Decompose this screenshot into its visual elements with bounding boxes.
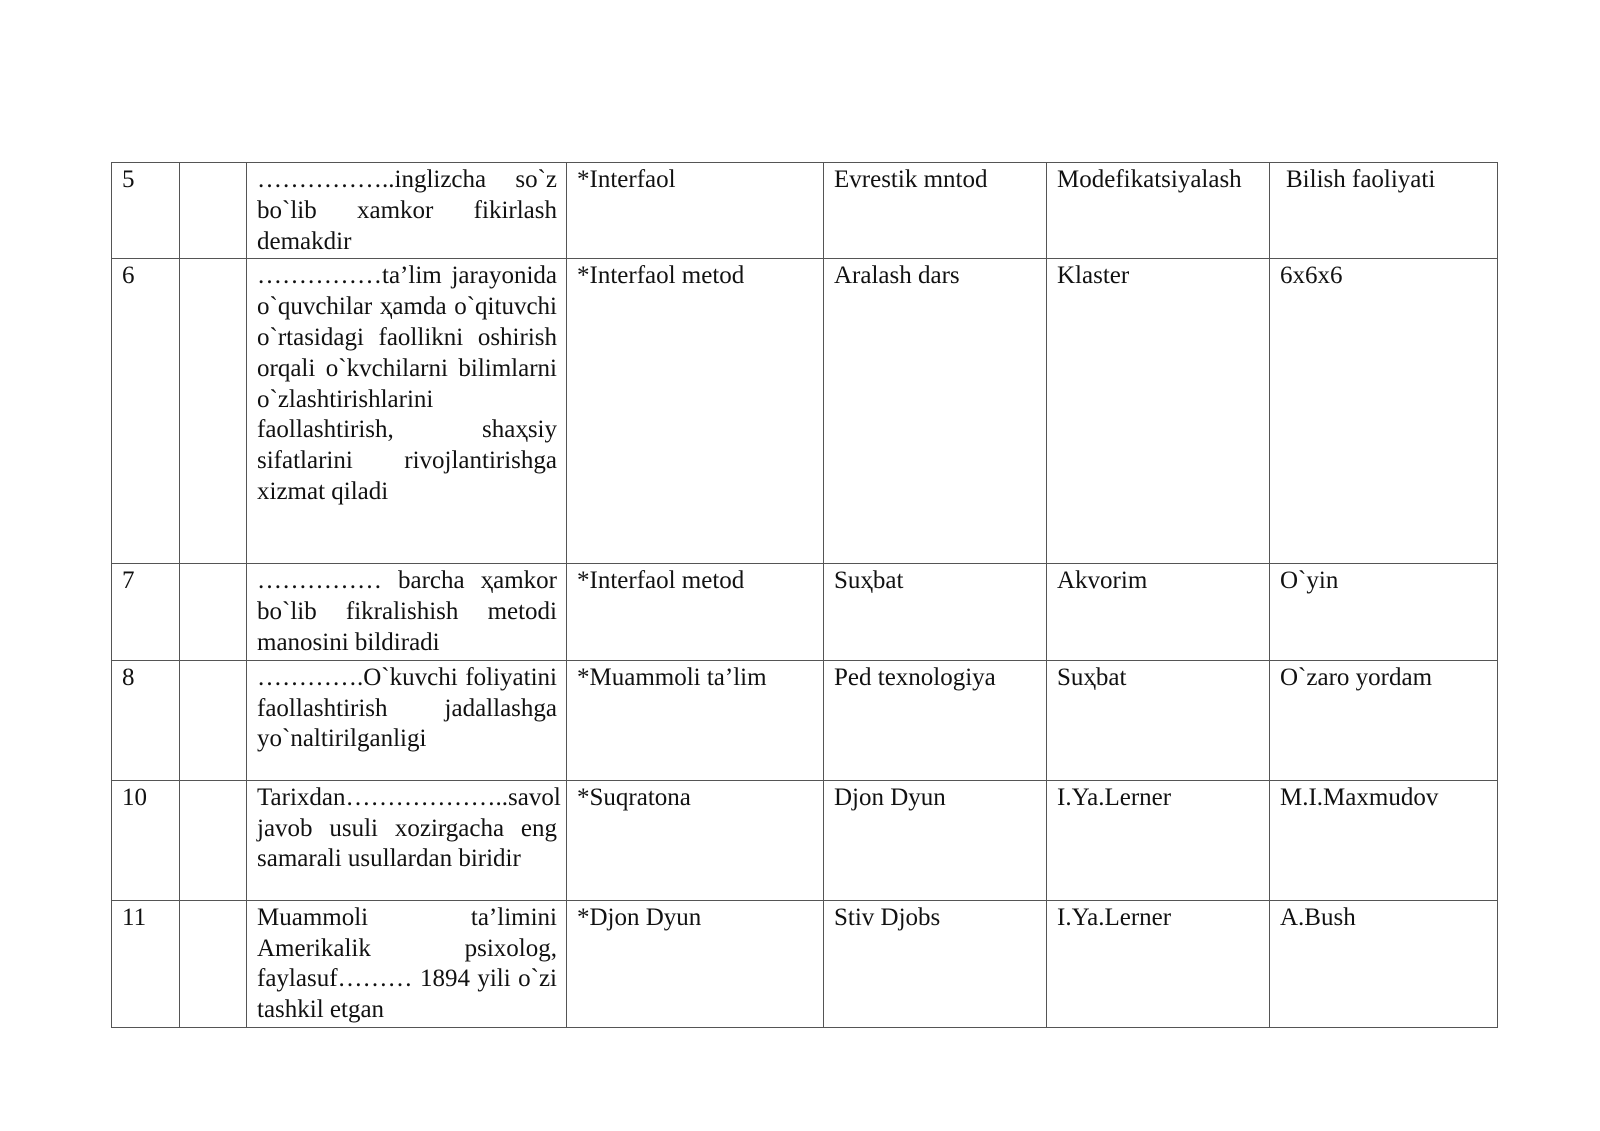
question-text: ……………..inglizcha so`z bo`lib xamkor fikirlash demakdir [247, 163, 567, 259]
answer-option-correct: *Muammoli ta’lim [567, 660, 824, 780]
answer-option: Stiv Djobs [824, 900, 1047, 1027]
answer-option: Djon Dyun [824, 780, 1047, 900]
question-text: …………… barcha ҳamkor bo`lib fikralishish metodi manosini bildiradi [247, 564, 567, 660]
answer-option-correct: *Suqratona [567, 780, 824, 900]
answer-option: Akvorim [1047, 564, 1270, 660]
answer-option-correct: *Interfaol [567, 163, 824, 259]
blank-cell [180, 259, 247, 564]
answer-option: 6x6x6 [1270, 259, 1498, 564]
blank-cell [180, 163, 247, 259]
answer-option: A.Bush [1270, 900, 1498, 1027]
question-text: ………….O`kuvchi foliyatini faollashtirish jadallashga yo`naltirilganligi [247, 660, 567, 780]
blank-cell [180, 564, 247, 660]
answer-option: I.Ya.Lerner [1047, 900, 1270, 1027]
answer-option-correct: *Interfaol metod [567, 259, 824, 564]
table-row [112, 163, 1498, 259]
blank-cell [180, 900, 247, 1027]
question-number: 5 [112, 163, 180, 259]
question-text: Tarixdan………………..savol javob usuli xozirgacha eng samarali usullardan biridir [247, 780, 567, 900]
blank-cell [180, 780, 247, 900]
table-row [112, 564, 1498, 660]
question-text: Muammoli ta’limini Amerikalik psixolog, faylasuf……… 1894 yili o`zi tashkil etgan [247, 900, 567, 1027]
answer-option: Modefikatsiyalash [1047, 163, 1270, 259]
answer-option: Aralash dars [824, 259, 1047, 564]
answer-option: Suҳbat [824, 564, 1047, 660]
question-number: 11 [112, 900, 180, 1027]
answer-option: Suҳbat [1047, 660, 1270, 780]
quiz-table [111, 162, 1498, 1028]
answer-option: Bilish faoliyati [1270, 163, 1498, 259]
table-row [112, 780, 1498, 900]
blank-cell [180, 660, 247, 780]
answer-option: Evrestik mntod [824, 163, 1047, 259]
question-number: 10 [112, 780, 180, 900]
table-row [112, 259, 1498, 564]
answer-option: Ped texnologiya [824, 660, 1047, 780]
answer-option-correct: *Interfaol metod [567, 564, 824, 660]
question-number: 7 [112, 564, 180, 660]
answer-option: Klaster [1047, 259, 1270, 564]
answer-option: O`yin [1270, 564, 1498, 660]
table-row [112, 900, 1498, 1027]
answer-option: I.Ya.Lerner [1047, 780, 1270, 900]
answer-option: O`zaro yordam [1270, 660, 1498, 780]
table-row [112, 660, 1498, 780]
answer-option: M.I.Maxmudov [1270, 780, 1498, 900]
question-text: ……………ta’lim jarayonida o`quvchilar ҳamda o`qituvchi o`rtasidagi faollikni oshirish orqali o`kvchilarni bilimlarni o`zlashtirishlarini faollashtirish, shaҳsiy sifatlarini rivojlantirishga xizmat qiladi [247, 259, 567, 564]
answer-option-correct: *Djon Dyun [567, 900, 824, 1027]
question-number: 6 [112, 259, 180, 564]
question-number: 8 [112, 660, 180, 780]
